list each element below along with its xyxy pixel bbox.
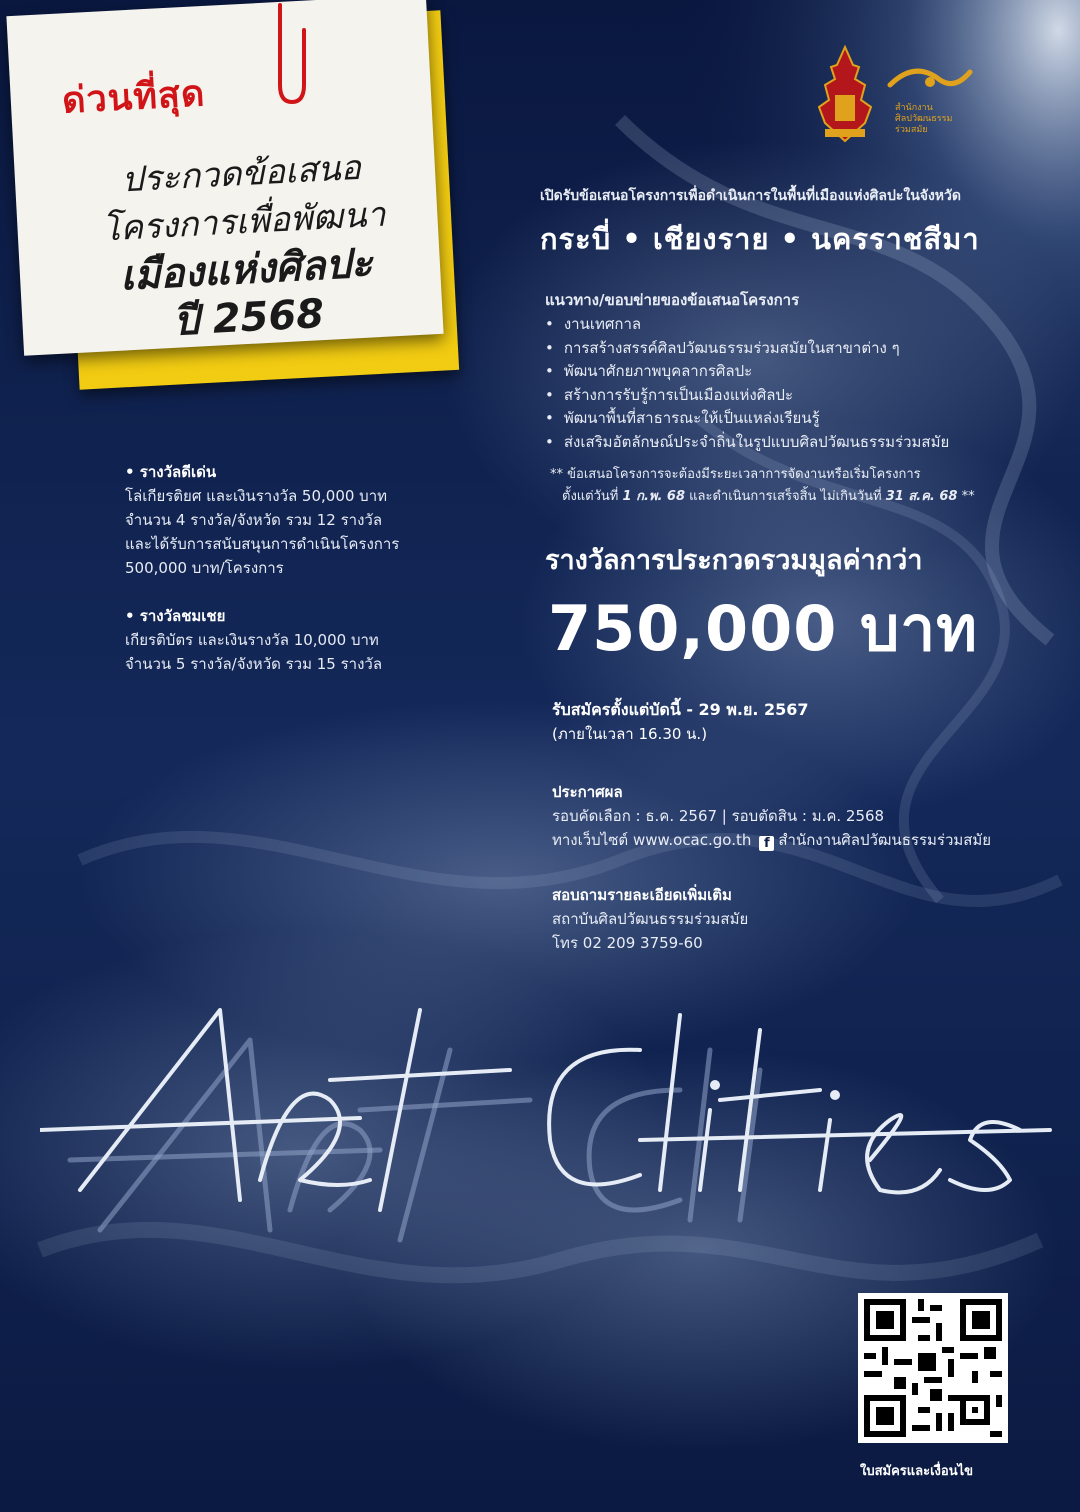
note-line-2: โครงการเพื่อพัฒนา — [101, 194, 387, 250]
ocac-logo-icon — [885, 60, 975, 100]
note-line-4: ปี 2568 — [172, 290, 326, 345]
award-honorable-line: จำนวน 5 รางวัล/จังหวัด รวม 15 รางวัล — [125, 655, 383, 673]
award-excellent-title: • รางวัลดีเด่น — [125, 463, 217, 481]
award-excellent-line: และได้รับการสนับสนุนการดำเนินโครงการ — [125, 535, 400, 553]
note-line-3: เมืองแห่งศิลปะ — [119, 240, 374, 300]
awards-section — [125, 460, 399, 676]
announcement — [552, 780, 991, 852]
facebook-icon: f — [759, 836, 774, 851]
list-item: • การสร้างสรรค์ศิลปวัฒนธรรมร่วมสมัยในสาขาต่าง ๆ — [545, 337, 949, 361]
award-excellent-line: โล่เกียรติยศ และเงินรางวัล 50,000 บาท — [125, 487, 388, 505]
application-period — [552, 698, 809, 746]
guidelines-title: แนวทาง/ขอบข่ายของข้อเสนอโครงการ — [545, 291, 800, 309]
apply-period: รับสมัครตั้งแต่บัดนี้ - 29 พ.ย. 2567 — [552, 700, 809, 719]
award-excellent-line: จำนวน 4 รางวัล/จังหวัด รวม 12 รางวัล — [125, 511, 383, 529]
note-title — [65, 141, 425, 351]
prize-amount: 750,000 บาท — [548, 592, 979, 665]
contact-phone: โทร 02 209 3759-60 — [552, 934, 703, 952]
announce-rounds: รอบคัดเลือก : ธ.ค. 2567 | รอบตัดสิน : ม.ค. 2568 — [552, 807, 885, 825]
urgent-label: ด่วนที่สุด — [61, 73, 207, 122]
list-item: • งานเทศกาล — [545, 313, 949, 337]
paperclip-icon — [270, 0, 310, 110]
intro-text: เปิดรับข้อเสนอโครงการเพื่อดำเนินการในพื้นที่เมืองแห่งศิลปะในจังหวัด — [540, 188, 961, 204]
list-item: • ส่งเสริมอัตลักษณ์ประจำถิ่นในรูปแบบศิลปวัฒนธรรมร่วมสมัย — [545, 431, 949, 455]
cities-title: กระบี่ • เชียงราย • นครราชสีมา — [540, 222, 980, 256]
guidelines-list — [545, 313, 949, 454]
contact-info — [552, 883, 748, 955]
note-line-1: ประกวดข้อเสนอ — [120, 147, 362, 201]
qr-caption: ใบสมัครและเงื่อนไข — [860, 1464, 974, 1479]
art-cities-script-logo — [40, 990, 1060, 1260]
ocac-logo-text: สำนักงาน ศิลปวัฒนธรรม ร่วมสมัย — [895, 103, 953, 135]
list-item: • พัฒนาพื้นที่สาธารณะให้เป็นแหล่งเรียนรู้ — [545, 407, 949, 431]
footnote-line-1: ** ข้อเสนอโครงการจะต้องมีระยะเวลาการจัดงานหรือเริ่มโครงการ — [550, 467, 921, 482]
contact-org: สถาบันศิลปวัฒนธรรมร่วมสมัย — [552, 910, 749, 928]
announce-title: ประกาศผล — [552, 783, 623, 801]
list-item: • พัฒนาศักยภาพบุคลากรศิลปะ — [545, 360, 949, 384]
footnote-line-2: ตั้งแต่วันที่ 1 ก.พ. 68 และดำเนินการเสร็จสิ้น ไม่เกินวันที่ 31 ส.ค. 68 ** — [562, 489, 975, 504]
award-honorable-title: • รางวัลชมเชย — [125, 607, 226, 625]
qr-code[interactable] — [858, 1293, 1008, 1443]
prize-heading: รางวัลการประกวดรวมมูลค่ากว่า — [545, 545, 923, 576]
list-item: • สร้างการรับรู้การเป็นเมืองแห่งศิลปะ — [545, 384, 949, 408]
announce-web — [552, 828, 991, 852]
contact-title: สอบถามรายละเอียดเพิ่มเติม — [552, 886, 732, 904]
award-honorable-line: เกียรติบัตร และเงินรางวัล 10,000 บาท — [125, 631, 379, 649]
facebook-page-name[interactable]: สำนักงานศิลปวัฒนธรรมร่วมสมัย — [778, 831, 992, 849]
apply-time: (ภายในเวลา 16.30 น.) — [552, 725, 708, 743]
award-excellent-line: 500,000 บาท/โครงการ — [125, 559, 284, 577]
footnote — [550, 464, 975, 508]
ministry-emblem-icon — [815, 45, 875, 145]
website-link[interactable]: ทางเว็บไซต์ www.ocac.go.th — [552, 831, 752, 849]
